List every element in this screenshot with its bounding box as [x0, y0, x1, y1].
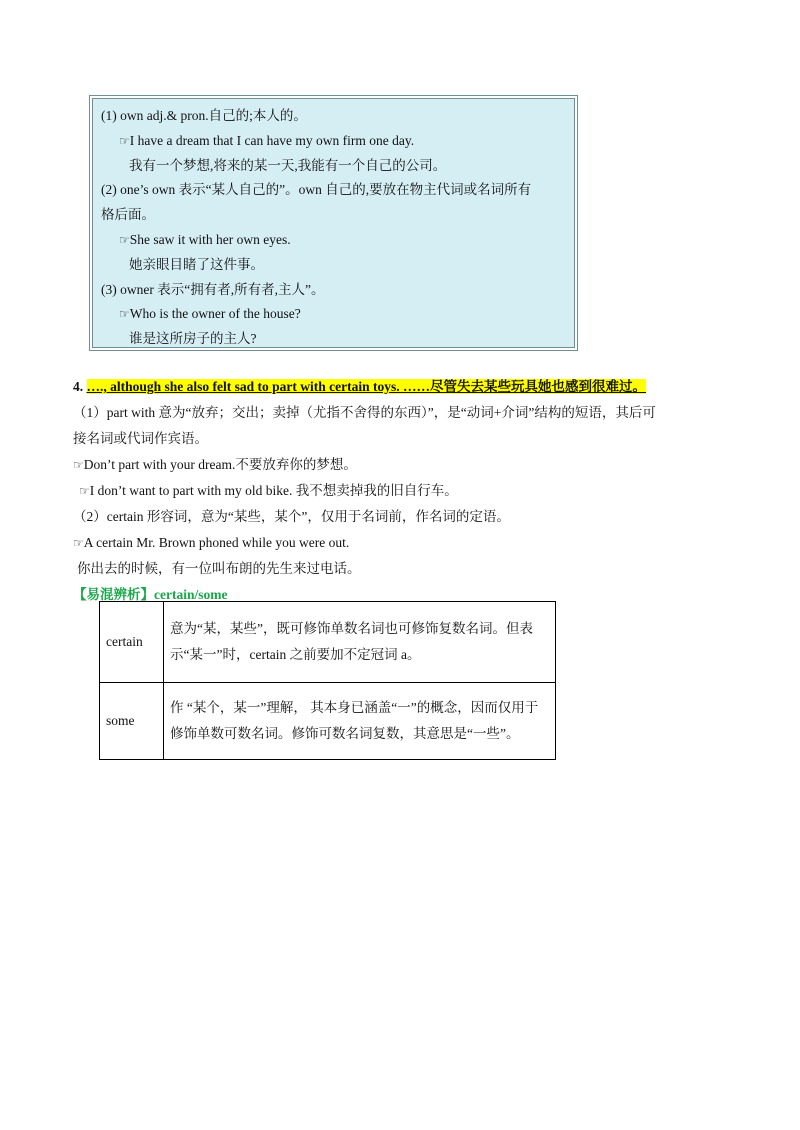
section-number: 4.: [73, 379, 84, 394]
pointing-hand-icon: ☞: [79, 484, 90, 498]
part-with-explanation-cont: 接名词或代词作宾语。: [73, 431, 208, 446]
note-line-ones-own-cont: 格后面。: [101, 207, 155, 223]
note-example-text: I have a dream that I can have my own firm one day.: [129, 132, 415, 148]
comparison-table: [99, 601, 556, 760]
pointing-hand-icon: ☞: [119, 307, 130, 322]
note-translation-line: 她亲眼目睹了这件事。: [129, 256, 264, 272]
example-text: I don’t want to part with my old bike. 我不想卖掉我的旧自行车。: [89, 483, 458, 498]
note-example-line: [101, 129, 566, 154]
pointing-hand-icon: ☞: [73, 536, 84, 550]
note-box: [89, 95, 578, 351]
table-definition-cell: 作 “某个，某一”理解， 其本身已涵盖“一”的概念，因而仅用于修饰单数可数名词。修饰可数名词复数，其意思是“一些”。: [164, 683, 556, 760]
section-heading: [73, 374, 733, 400]
example-line: [73, 530, 733, 556]
example-text: Don’t part with your dream.不要放弃你的梦想。: [83, 457, 357, 472]
table-row: [100, 602, 556, 683]
note-example-line: [101, 228, 566, 253]
note-translation-line: 我有一个梦想,将来的某一天,我能有一个自己的公司。: [129, 157, 447, 173]
section-4: [73, 374, 733, 608]
pointing-hand-icon: ☞: [119, 232, 130, 247]
example-line: [73, 452, 733, 478]
note-translation-line: 谁是这所房子的主人?: [129, 331, 257, 347]
section-heading-text: …., although she also felt sad to part with certain toys. ……尽管失去某些玩具她也感到很难过。: [86, 379, 646, 394]
pointing-hand-icon: ☞: [73, 458, 84, 472]
note-line-ones-own: (2) one’s own 表示“某人自己的”。own 自己的,要放在物主代词或名词所有: [101, 182, 532, 198]
note-example-text: Who is the owner of the house?: [129, 306, 301, 322]
note-box-inner: [92, 98, 575, 348]
pointing-hand-icon: ☞: [119, 133, 130, 148]
note-example-text: She saw it with her own eyes.: [129, 231, 291, 247]
table-word-cell: some: [106, 713, 135, 728]
note-example-line: [101, 302, 566, 327]
example-line: [73, 478, 733, 504]
example-translation: 你出去的时候，有一位叫布朗的先生来过电话。: [77, 561, 361, 576]
table-row: [100, 683, 556, 760]
note-line-owner: (3) owner 表示“拥有者,所有者,主人”。: [101, 281, 325, 297]
table-word-cell: certain: [106, 634, 143, 649]
example-text: A certain Mr. Brown phoned while you were out.: [83, 535, 350, 550]
part-with-explanation: （1）part with 意为“放弃；交出；卖掉（尤指不舍得的东西）”，是“动词+介词”结构的短语，其后可: [73, 405, 656, 420]
note-line-own-definition: (1) own adj.& pron.自己的;本人的。: [101, 108, 307, 123]
table-definition-cell: 意为“某，某些”，既可修饰单数名词也可修饰复数名词。但表示“某一”时，certain 之前要加不定冠词 a。: [164, 602, 556, 683]
certain-explanation: （2）certain 形容词，意为“某些，某个”，仅用于名词前，作名词的定语。: [73, 509, 510, 524]
confusion-label: 【易混辨析】certain/some: [73, 587, 228, 602]
